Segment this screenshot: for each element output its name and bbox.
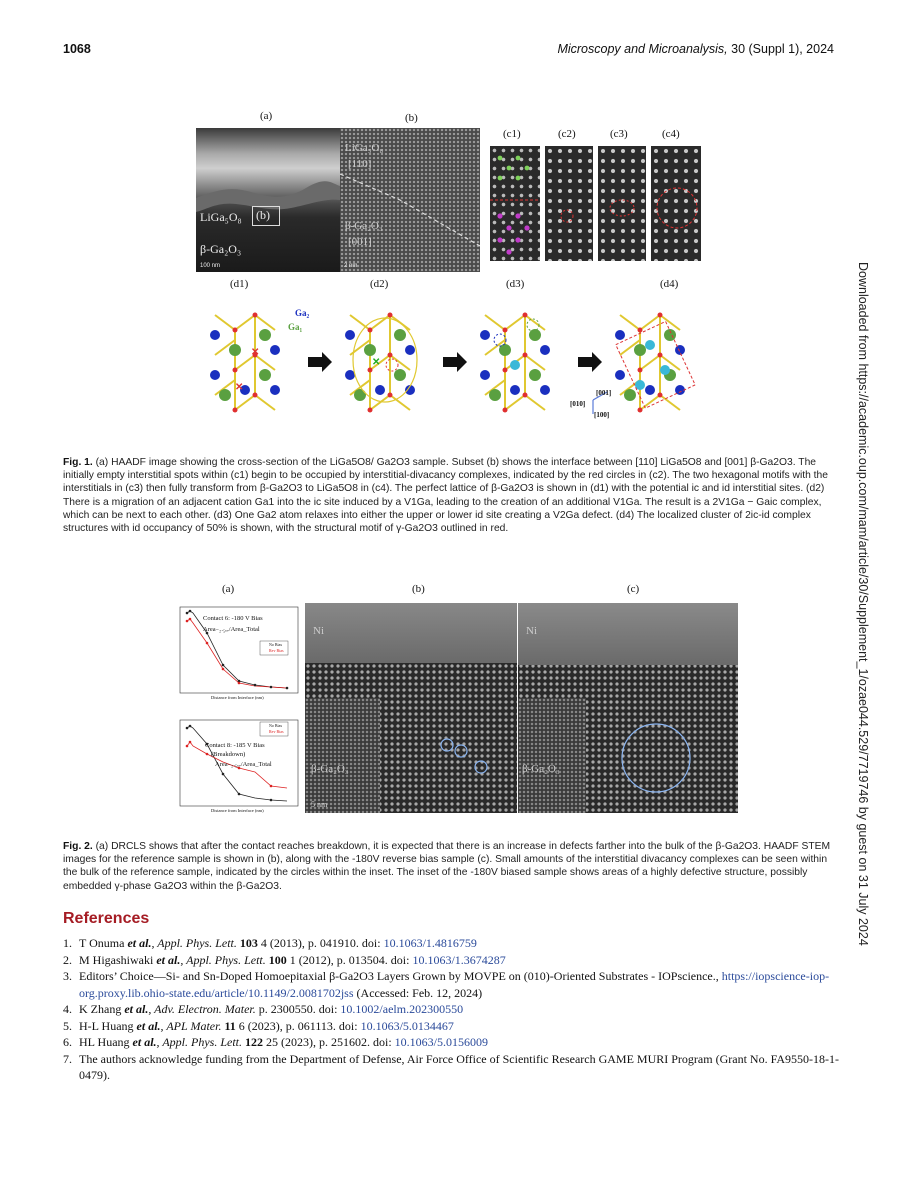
- page-number: 1068: [63, 42, 91, 56]
- journal-volume: 30 (Suppl 1), 2024: [731, 42, 834, 56]
- ref-rest: 6 (2023), p. 061113. doi:: [235, 1018, 361, 1033]
- fig1-panel-c1-image: [490, 146, 540, 261]
- fig1-label-a: (a): [260, 110, 273, 122]
- b-ga-label: β-Ga₂O₃: [311, 763, 349, 775]
- fig2-label-a: (a): [222, 583, 235, 595]
- ref-doi-link[interactable]: 10.1063/5.0156009: [394, 1035, 489, 1049]
- fig1-panel-c3-image: [598, 146, 646, 261]
- layer-ga2o3-label: β-Ga₂O₃: [200, 242, 242, 256]
- fig2-panel-c-image: [518, 603, 738, 813]
- figure-2-caption: [63, 840, 838, 893]
- c1-overlay: [490, 146, 540, 261]
- fig1-caption-text: (a) HAADF image showing the cross-section of the LiGa5O8/ Ga2O3 sample. Subset (b) shows the interface between [110] LiGa5O8 and [001] β-Ga2O3. The initially empty interstitial spots within (c1) begin to be occupied by interstitial-divacancy complexes, indicated by the red circles in (c2). The two hexagonal motifs with the interstitials in (c3) then fully transform from β-Ga2O3 to LiGa5O8 in (c4). The perfect lattice of β-Ga2O3 is shown in (d1) with the potential ic and id interstitial sites. (d2) There is a migration of an adjacent cation Ga1 into the ic site induced by a V1Ga, leading to the creation of an additional V1Ga. The result is a 2V1Ga − Gaic complex, which can be next to each other. (d3) One Ga2 atom relaxes into either the upper or lower id site creating a V2Ga defect. (d4) The localized cluster of 2ic-id complex structures with id occupancy of 50% is shown, with the structural motif of γ-Ga2O3 outlined in red.: [63, 457, 828, 535]
- ref-num: 7.: [63, 1051, 72, 1066]
- b-top-dir: [110]: [348, 158, 372, 170]
- ref-journal: , APL Mater.: [160, 1018, 222, 1033]
- fig1-caption-label: Fig. 1.: [63, 457, 93, 468]
- ga2-label: Ga₂: [295, 308, 310, 318]
- ref-rest: 1 (2012), p. 013504. doi:: [286, 952, 413, 967]
- plot8-ratio: Area₋₂.₅ₑᵥ/Area_Total: [215, 761, 272, 768]
- svg-text:✕: ✕: [251, 347, 260, 358]
- ref-num: 6.: [63, 1035, 72, 1049]
- inset-label: (b): [256, 208, 270, 222]
- ref-url-link[interactable]: https://iopscience-iop-org.proxy.lib.ohio-state.edu/article/10.1149/2.0081702jss: [79, 969, 830, 1000]
- fig1-label-d4: (d4): [660, 278, 679, 290]
- ref-text: The authors acknowledge funding from the Department of Defense, Air Force Office of Scientific Research GAME MURI Program (Grant No. FA9550-18-1-0479).: [79, 1051, 840, 1082]
- fig1-label-d3: (d3): [506, 278, 525, 290]
- fig1-panel-c2-image: [545, 146, 593, 261]
- ref-authors: T Onuma: [79, 936, 128, 950]
- ref-authors: HL Huang: [79, 1035, 133, 1049]
- ref-etal: et al.: [132, 1035, 157, 1049]
- references-list: [63, 935, 843, 1084]
- c4-overlay: [651, 146, 701, 261]
- lattice-d4: [615, 313, 695, 413]
- ga1-label: Ga₁: [288, 322, 303, 332]
- svg-text:✕: ✕: [235, 382, 244, 393]
- ref-authors: H-L Huang: [79, 1018, 137, 1033]
- ref-etal: et al.: [124, 1002, 149, 1016]
- dir-100: [100]: [594, 411, 610, 419]
- ref-journal: , Appl. Phys. Lett.: [156, 1035, 242, 1049]
- plot-contact8: [165, 716, 300, 816]
- lattice-d2: [345, 313, 417, 413]
- ref-text: Editors’ Choice—Si- and Sn-Doped Homoepitaxial β-Ga2O3 Layers Grown by MOVPE on (010)-Oriented Substrates - IOPscience.,: [79, 969, 722, 983]
- arrow-d2-d3: [443, 352, 467, 372]
- ref-authors: K Zhang: [79, 1002, 125, 1016]
- fig2-caption-text: (a) DRCLS shows that after the contact reaches breakdown, it is expected that there is an increase in defects farther into the bulk of the β-Ga2O3. HAADF STEM images for the reference sample is shown in (b), along with the -180V reverse bias sample (c). Small amounts of the interstitial divacancy complexes can be seen within the bulk of the reference sample, indicated by the circles within the inset. The inset of the -180V biased sample shows areas of a highly defective structure, possibly embedded γ-phase Ga2O3 within the β-Ga2O3.: [63, 841, 831, 892]
- svg-text:✕: ✕: [372, 357, 381, 368]
- fig1-label-d1: (d1): [230, 278, 249, 290]
- plot-contact6: [165, 603, 300, 703]
- fig1-label-b: (b): [405, 112, 418, 124]
- b-ni-label: Ni: [313, 625, 324, 637]
- ref-vol: 122: [242, 1035, 263, 1049]
- reference-item: [63, 1001, 843, 1018]
- reference-item: [63, 1051, 843, 1084]
- fig1-label-d2: (d2): [370, 278, 389, 290]
- layer-liga5o8-label: LiGa₅O₈: [200, 210, 242, 224]
- figure-1-caption: [63, 456, 838, 535]
- ref-num: 5.: [63, 1018, 72, 1033]
- ref-tail: (Accessed: Feb. 12, 2024): [353, 985, 483, 1000]
- inset-box: [252, 206, 280, 226]
- ref-doi-link[interactable]: 10.1063/1.4816759: [383, 936, 477, 950]
- ref-journal: , Appl. Phys. Lett.: [180, 952, 266, 967]
- plot8-series-1: Rev Bias: [269, 729, 284, 734]
- c-ni-label: Ni: [526, 625, 537, 637]
- fig1-panel-c4-image: [651, 146, 701, 261]
- reference-item: [63, 1018, 843, 1035]
- plot6-ratio: Area₋₂.₅ₑᵥ/Area_Total: [203, 626, 260, 633]
- ref-doi-link[interactable]: 10.1063/5.0134467: [360, 1018, 454, 1033]
- figure-1: [190, 100, 720, 440]
- plot8-series-0: No Bias: [269, 723, 282, 728]
- ref-doi-link[interactable]: 10.1063/1.3674287: [412, 952, 506, 967]
- fig2-panel-b-image: [305, 603, 517, 813]
- plot6-legend-title: Contact 6: -180 V Bias: [203, 615, 263, 622]
- fig2-label-c: (c): [627, 583, 640, 595]
- ref-doi-link[interactable]: 10.1002/aelm.202300550: [340, 1002, 464, 1016]
- plot6-xlabel: Distance from Interface (nm): [211, 695, 264, 700]
- dir-010: [010]: [570, 400, 586, 408]
- plot6-series-1: Rev Bias: [269, 648, 284, 653]
- fig1-d-lattices: [190, 295, 720, 435]
- c3-overlay: [598, 146, 646, 261]
- dir-001: [001]: [596, 389, 612, 397]
- defect-circles-b: [305, 603, 517, 813]
- b-bottom-label: β-Ga₂O₃: [345, 220, 383, 232]
- fig2-label-b: (b): [412, 583, 425, 595]
- arrow-d1-d2: [308, 352, 332, 372]
- fig1-panel-b-image: [340, 128, 480, 272]
- ref-journal: , Adv. Electron. Mater.: [148, 1002, 256, 1016]
- ref-num: 1.: [63, 936, 72, 950]
- b-top-label: LiGa₅O₈: [345, 142, 384, 154]
- ref-etal: et al.: [156, 952, 181, 967]
- c2-overlay: [545, 146, 593, 261]
- plot6-series-0: No Bias: [269, 642, 282, 647]
- ref-etal: et al.: [127, 936, 152, 950]
- ref-etal: et al.: [136, 1018, 161, 1033]
- figure-2: [165, 583, 740, 818]
- defect-circle-c: [518, 603, 738, 813]
- fig1-label-c1: (c1): [503, 128, 521, 140]
- ref-authors: M Higashiwaki: [79, 952, 157, 967]
- fig1-label-c2: (c2): [558, 128, 576, 140]
- lattice-d3: [480, 313, 550, 413]
- fig1-panel-a-image: [196, 128, 340, 272]
- plot8-legend-title: Contact 8: -185 V Bias: [205, 742, 265, 749]
- journal-header: [557, 42, 834, 56]
- references-heading: References: [63, 910, 150, 927]
- arrow-d3-d4: [578, 352, 602, 372]
- c-ga-label: β-Ga₂O₃: [522, 763, 560, 775]
- b-bottom-dir: [001]: [348, 236, 372, 248]
- journal-name: Microscopy and Microanalysis,: [557, 42, 728, 56]
- fig2-caption-label: Fig. 2.: [63, 841, 93, 852]
- ref-journal: , Appl. Phys. Lett.: [151, 936, 237, 950]
- reference-item: [63, 952, 843, 969]
- plot8-legend-sub: (Breakdown): [211, 751, 246, 758]
- scale-bar-a: 100 nm: [200, 263, 221, 269]
- reference-item: [63, 1034, 843, 1051]
- ref-rest: 4 (2013), p. 041910. doi:: [257, 936, 384, 950]
- plot8-xlabel: Distance from Interface (nm): [211, 808, 264, 813]
- ref-num: 2.: [63, 952, 72, 967]
- ref-num: 3.: [63, 969, 72, 983]
- reference-item: [63, 935, 843, 952]
- fig1-label-c3: (c3): [610, 128, 628, 140]
- ref-vol: 11: [221, 1018, 236, 1033]
- b-scale-label: 5 nm: [311, 800, 328, 809]
- ref-rest: 25 (2023), p. 251602. doi:: [263, 1035, 395, 1049]
- ref-vol: 103: [236, 936, 258, 950]
- ref-num: 4.: [63, 1002, 72, 1016]
- lattice-d1: [210, 313, 280, 413]
- fig1-label-c4: (c4): [662, 128, 680, 140]
- reference-item: [63, 968, 843, 1001]
- download-sidenote[interactable]: Downloaded from https://academic.oup.com/mam/article/30/Supplement_1/ozae044.529/7719746 by guest on 31 July 2024: [856, 262, 870, 946]
- scale-bar-b: 2 nm: [344, 263, 358, 269]
- ref-vol: 100: [265, 952, 287, 967]
- ref-rest: p. 2300550. doi:: [255, 1002, 341, 1016]
